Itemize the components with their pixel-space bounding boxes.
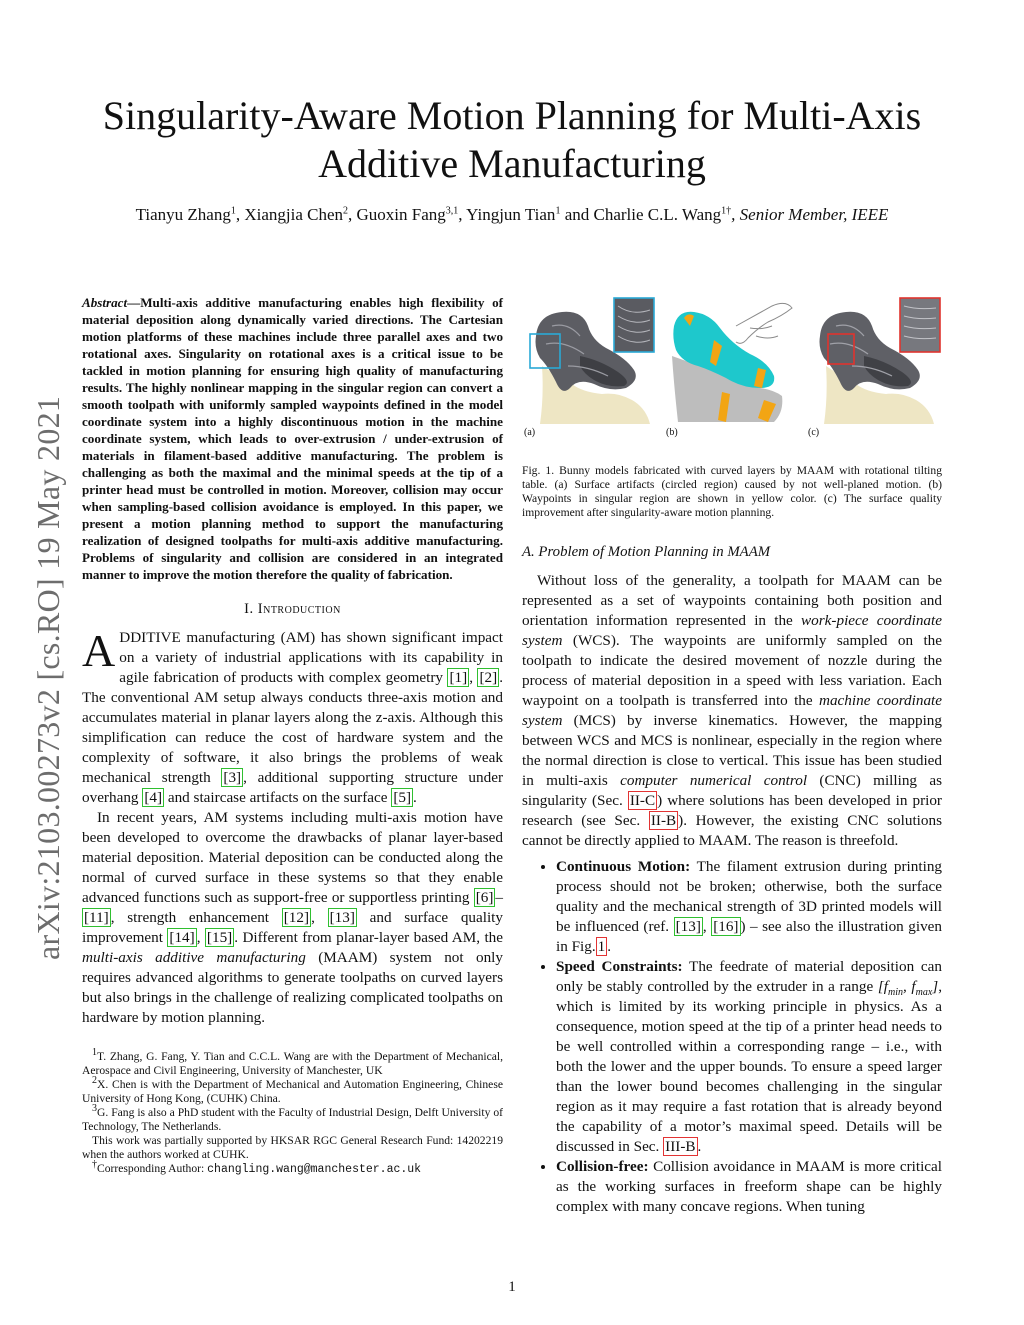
title-line-1: Singularity-Aware Motion Planning for Multi-Axis: [102, 93, 922, 138]
text-run: (MAAM) system not only requires advanced algorithms to generate toolpaths on curved layers but also brings in the challenge of realizing complicated toolpaths on hardware by motion planning.: [82, 949, 503, 1026]
math-text: [f: [877, 978, 888, 995]
paper-title: [60, 92, 964, 188]
text-run: .: [413, 789, 417, 806]
footnote-mark: 3: [92, 1103, 97, 1115]
section-number: I.: [244, 601, 258, 617]
math-text: , f: [902, 978, 916, 995]
text-run: In recent years, AM systems including multi-axis motion have been developed to overcome the drawbacks of planar layer-based material deposition. Material deposition can be conducted along the normal of curved surface in these systems so that they enable advanced functions such as support-free or supportless printing: [82, 809, 503, 906]
footnote-3: [82, 1103, 503, 1134]
citation-link[interactable]: [16]: [713, 918, 739, 935]
citation-link[interactable]: [13]: [675, 918, 701, 935]
text-run: ) – see also the illustration given in Fig.: [556, 918, 942, 955]
author-list: [60, 205, 964, 225]
footnote-text: This work was partially supported by HKSAR RGC General Research Fund: 14202219 when the authors worked at CUHK.: [82, 1134, 503, 1161]
text-run: and surface quality improvement: [82, 909, 503, 946]
citation-link[interactable]: [4]: [144, 789, 163, 806]
right-column: [522, 296, 942, 1217]
figure-panel-a: [522, 296, 658, 444]
introduction-body: [82, 625, 504, 1028]
list-item-title: Speed Constraints:: [556, 958, 683, 975]
footnote-funding: [82, 1134, 503, 1162]
footnote-corresponding: [82, 1159, 503, 1177]
citation-link[interactable]: [11]: [84, 909, 109, 926]
panel-label-c: (c): [808, 427, 820, 438]
text-run: ). However, the existing CNC solutions cannot be directly applied to MAAM. The reason is threefold.: [522, 812, 943, 849]
emphasis-text: computer numerical control: [620, 772, 808, 789]
citation-link[interactable]: [3]: [223, 769, 242, 786]
affiliation-mark: 1: [555, 205, 561, 217]
footnote-2: [82, 1075, 503, 1106]
bunny-photo-c: [806, 296, 942, 444]
section-link[interactable]: II-B: [650, 812, 677, 829]
subsection-heading: A. Problem of Motion Planning in MAAM: [522, 544, 771, 560]
text-run: and staircase artifacts on the surface: [164, 789, 392, 806]
title-line-2: Additive Manufacturing: [318, 141, 706, 186]
author-name: Tianyu Zhang: [135, 205, 231, 224]
text-run: .: [697, 1138, 702, 1155]
section-link[interactable]: II-C: [629, 792, 656, 809]
math-text: ]: [932, 978, 939, 995]
text-run: ,: [196, 929, 205, 946]
citation-link[interactable]: [2]: [479, 669, 498, 686]
page-number: 1: [508, 1279, 516, 1295]
left-column: [82, 294, 503, 1177]
list-item-title: Continuous Motion:: [556, 858, 691, 875]
author-name: and Charlie C.L. Wang: [560, 205, 722, 224]
text-run: The feedrate of material deposition can only be stably controlled by the extruder in a range: [556, 958, 942, 995]
section-a-paragraph: [522, 571, 942, 851]
bunny-photo-a: [522, 296, 658, 444]
membership-grade: , Senior Member, IEEE: [731, 205, 889, 224]
requirements-list: [522, 857, 942, 1217]
citation-link[interactable]: [13]: [329, 909, 355, 926]
list-item-title: Collision-free:: [556, 1158, 649, 1175]
affiliation-mark: 2: [343, 205, 349, 217]
citation-link[interactable]: [5]: [393, 789, 412, 806]
figure-panel-b: [664, 296, 800, 444]
text-run: , which is limited by its working principle in physics. As a consequence, motion speed at the tip of a printer head needs to be well controlled within a corresponding range – i.e., with both the lower and the upper bounds. To ensure a speed larger than the lower bound becomes challenging in the singular region as it may require a fast rotation that is already beyond the capability of a motor’s maximal speed. Details will be discussed in Sec.: [556, 978, 942, 1155]
citation-link[interactable]: [1]: [449, 669, 468, 686]
text-run: ,: [469, 669, 478, 686]
section-link[interactable]: III-B: [665, 1138, 696, 1155]
citation-link[interactable]: [12]: [283, 909, 310, 926]
citation-link[interactable]: [15]: [206, 929, 233, 946]
citation-link[interactable]: [6]: [475, 889, 494, 906]
section-a-body: [522, 571, 942, 1217]
citation-link[interactable]: [14]: [169, 929, 195, 946]
panel-label-b: (b): [666, 427, 678, 438]
affiliation-mark: 1: [230, 205, 236, 217]
intro-paragraph-1: [82, 625, 503, 808]
affiliation-mark: 1†: [721, 205, 732, 217]
emphasis-text: multi-axis additive manufacturing: [82, 949, 306, 966]
affiliation-mark: 3,1: [445, 205, 459, 217]
text-run: Without loss of the generality, a toolpath for MAAM can be represented as a set of waypoints containing both position and orientation information represented in the: [522, 572, 942, 629]
figure-1-caption: Fig. 1. Bunny models fabricated with curved layers by MAAM with rotational tilting table. (a) Surface artifacts (circled region) caused by not well-planed motion. (b) Waypoints in singular region are shown in yellow color. (c) The surface quality improvement after singularity-aware motion planning.: [522, 464, 942, 519]
footnote-1: [82, 1047, 503, 1078]
text-run: –: [495, 889, 503, 906]
text-run: (WCS). The waypoints are uniformly sampled on the toolpath to indicate the desired movement of nozzle during the process of material deposition in a speed with less variation. Each waypoint on a toolpath is transferred into the: [522, 632, 942, 709]
text-run: The filament extrusion during printing process should not be broken; otherwise, both the surface quality and the mechanical strength of 3D printed models will be influenced (ref.: [556, 858, 943, 935]
drop-cap: A: [82, 625, 116, 676]
emphasis-text: work-piece coordinate system: [522, 612, 942, 649]
text-run: .: [607, 938, 612, 955]
text-run: , strength enhancement: [110, 909, 282, 926]
footnote-text: G. Fang is also a PhD student with the Faculty of Industrial Design, Delft University of Technology, The Netherlands.: [82, 1106, 503, 1133]
abstract-label: Abstract: [82, 295, 128, 310]
list-item: [556, 1157, 942, 1217]
abstract-text: —Multi-axis additive manufacturing enables high flexibility of material deposition along dynamically varied directions. The Cartesian motion platforms of these machines include three parallel axes and two rotational axes. Singularity on rotational axes is a critical issue to be tackled in motion planning for ensuring high quality of manufacturing results. The highly nonlinear mapping in the singular region can convert a smooth toolpath with uniformly sampled waypoints defined in the model coordinate system into a highly discontinuous motion in the machine coordinate system, which leads to over-extrusion / under-extrusion of materials in filament-based additive manufacturing. The problem is challenging as both the maximal and the minimal speeds at the tip of a printer head must be controlled in motion. Moreover, collision may occur when sampling-based collision avoidance is employed. In this paper, we present a motion planning method to support the manufacturing realization of designed toolpaths for multi-axis additive manufacturing. Problems of singularity and collision are considered in an integrated manner to improve the motion therefore the quality of fabrication.: [82, 295, 503, 582]
figure-1: [522, 296, 942, 444]
intro-paragraph-2: [82, 808, 503, 1028]
math-subscript: min: [887, 987, 903, 999]
emphasis-text: machine coordinate system: [522, 692, 943, 729]
footnote-text: T. Zhang, G. Fang, Y. Tian and C.C.L. Wang are with the Department of Mechanical, Aerospace and Civil Engineering, University of Manchester, UK: [82, 1050, 503, 1077]
footnote-mark: 1: [92, 1047, 97, 1059]
author-name: , Yingjun Tian: [458, 205, 556, 224]
text-run: , additional supporting structure under overhang: [82, 769, 503, 806]
text-run: Collision avoidance in MAAM is more critical as the working surfaces in freeform shape can be highly complex with many concave regions. When tuning: [556, 1158, 942, 1215]
section-heading-introduction: [82, 601, 503, 618]
math-subscript: max: [915, 987, 933, 999]
text-run: (CNC) milling as singularity (Sec.: [522, 772, 943, 809]
bunny-waypoints-b: [664, 296, 800, 444]
text-run: ,: [702, 918, 712, 935]
footnote-mark: 2: [92, 1075, 97, 1087]
footnote-text: Corresponding Author:: [97, 1162, 208, 1175]
footnote-text: X. Chen is with the Department of Mechanical and Automation Engineering, Chinese University of Hong Kong, (CUHK) China.: [82, 1078, 503, 1105]
footnotes: [82, 1047, 503, 1177]
panel-label-a: (a): [524, 427, 536, 438]
math-range: [877, 978, 939, 999]
text-run: . Different from planar-layer based AM, the: [234, 929, 504, 946]
author-name: , Guoxin Fang: [348, 205, 446, 224]
text-run: ,: [311, 909, 328, 926]
text-run: DDITIVE manufacturing (AM) has shown significant impact on a variety of industrial applications with its capability in agile fabrication of products with complex geometry: [119, 629, 503, 686]
text-run: . The conventional AM setup always conducts three-axis motion and accumulates material in planar layers along the z-axis. Although this simplification can reduce the cost of hardware system and the complexity of software, it also brings the problems of weak mechanical strength: [82, 669, 503, 786]
list-item: [556, 957, 942, 1157]
figure-link[interactable]: 1: [597, 938, 606, 955]
text-run: (MCS) by inverse kinematics. However, the mapping between WCS and MCS is nonlinear, especially in the region where the normal direction is close to vertical. This issue has been studied in multi-axis: [522, 712, 942, 789]
author-name: , Xiangjia Chen: [235, 205, 344, 224]
list-item: [556, 857, 942, 957]
abstract: [82, 294, 503, 583]
figure-panel-c: [806, 296, 942, 444]
section-title: Introduction: [257, 601, 341, 617]
arxiv-identifier: arXiv:2103.00273v2 [cs.RO] 19 May 2021: [30, 395, 66, 960]
email-link[interactable]: changling.wang@manchester.ac.uk: [207, 1163, 422, 1176]
text-run: ) where solutions has been developed in prior research (see Sec.: [522, 792, 942, 829]
footnote-mark: †: [92, 1159, 97, 1171]
